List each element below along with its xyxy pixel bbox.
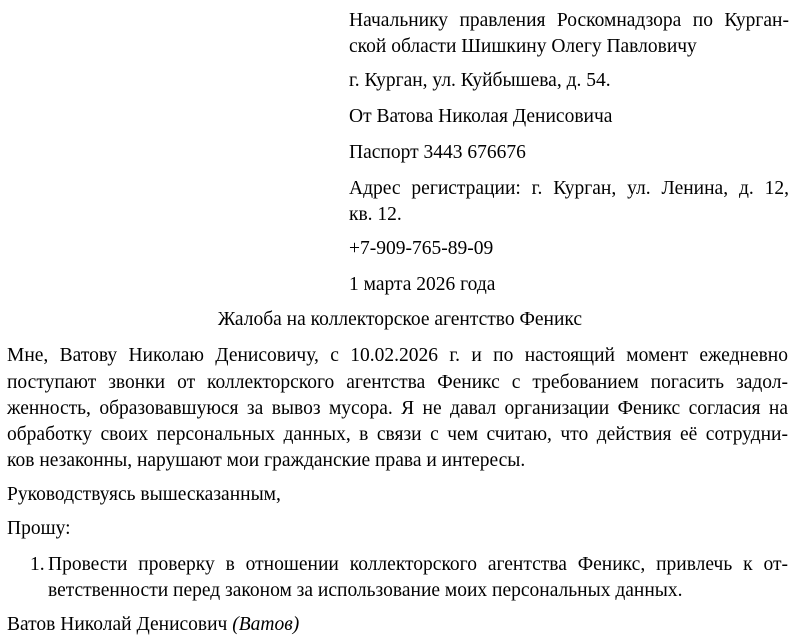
request-heading: Прошу: (7, 518, 71, 539)
signature: (Ватов) (232, 614, 300, 635)
body-line: поступают звонки от коллекторского агентства Феникс с требованием погасить задол- (7, 372, 788, 393)
addressee-address: г. Курган, ул. Куйбышева, д. 54. (349, 70, 611, 91)
addressee-line-1: Начальнику правления Роскомнадзора по Курган- (349, 10, 789, 31)
document-title: Жалоба на коллекторское агентство Феникс (217, 309, 583, 330)
sender-from: От Ватова Николая Денисовича (349, 106, 613, 127)
sender-registration-line-1: Адрес регистрации: г. Курган, ул. Ленина, д. 12, (349, 178, 789, 199)
request-item-number: 1. (30, 554, 45, 575)
guided-by-text: Руководствуясь вышесказанным, (7, 484, 281, 505)
signature-line (7, 615, 299, 635)
sender-registration-line-2: кв. 12. (349, 204, 402, 225)
body-line: ков незаконны, нарушают мои гражданские права и интересы. (7, 450, 526, 471)
body-line: Мне, Ватову Николаю Денисовичу, с 10.02.2026 г. и по настоящий момент ежедневно (7, 345, 788, 366)
body-line: обработку своих персональных данных, в связи с чем считаю, что действия её сотрудни- (7, 424, 788, 445)
sender-passport: Паспорт 3443 676676 (349, 142, 526, 163)
document-date: 1 марта 2026 года (349, 274, 496, 295)
addressee-line-2: ской области Шишкину Олегу Павловичу (349, 36, 697, 57)
request-item-line: Провести проверку в отношении коллекторского агентства Феникс, привлечь к от- (48, 554, 788, 575)
request-item-line: ветственности перед законом за использование моих персональных данных. (48, 580, 683, 601)
body-line: женность, образовавшуюся за вывоз мусора. Я не давал организации Феникс согласия на (7, 398, 788, 419)
signatory-name: Ватов Николай Денисович (7, 614, 228, 635)
sender-phone: +7-909-765-89-09 (349, 238, 494, 259)
